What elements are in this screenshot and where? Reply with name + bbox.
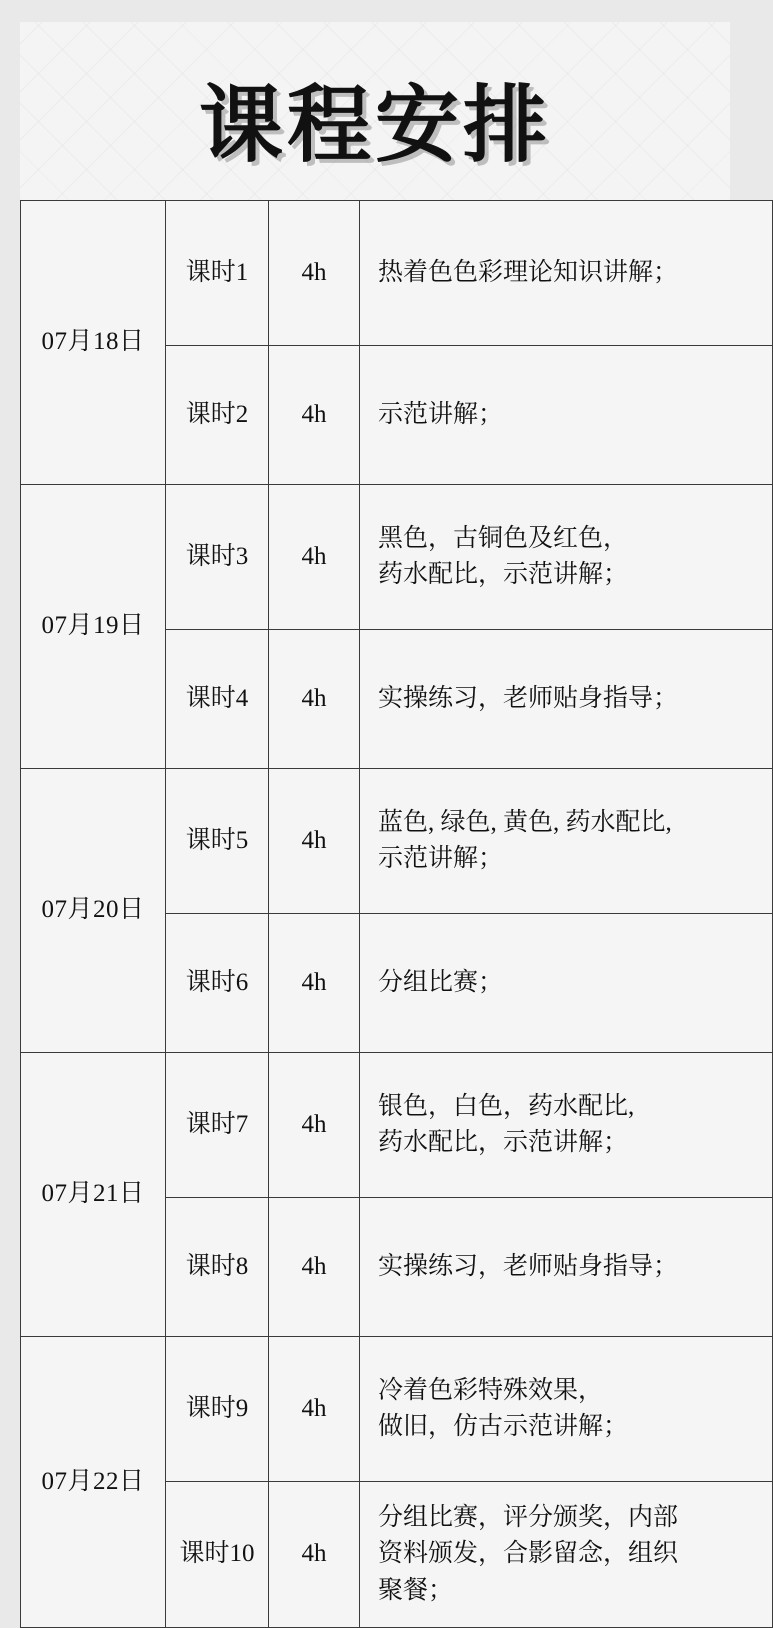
content-cell [360,346,773,485]
lesson-cell: 课时8 [166,1198,269,1337]
hours-cell: 4h [269,1337,360,1482]
header-banner [20,22,730,200]
content-line: 做旧，仿古示范讲解； [378,1413,629,1440]
hours-cell: 4h [269,630,360,769]
content-line: 分组比赛； [378,968,504,996]
lesson-cell: 课时5 [166,769,269,914]
hours-cell: 4h [269,1198,360,1337]
content-cell [360,1053,773,1198]
content-line: 冷着色彩特殊效果， [378,1376,604,1404]
schedule-table [20,200,773,1628]
lesson-cell: 课时9 [166,1337,269,1482]
content-line: 热着色色彩理论知识讲解； [378,258,679,286]
lesson-cell: 课时6 [166,914,269,1053]
content-cell [360,1482,773,1628]
table-row [21,201,773,346]
content-line: 示范讲解； [378,400,504,428]
schedule-card [20,22,730,1604]
page-title: 课程安排 [198,76,551,174]
date-cell: 07月19日 [21,485,166,769]
content-cell [360,1198,773,1337]
content-cell [360,769,773,914]
date-cell: 07月22日 [21,1337,166,1628]
table-row [21,485,773,630]
hours-cell: 4h [269,1482,360,1628]
hours-cell: 4h [269,346,360,485]
content-line: 示范讲解； [378,845,504,872]
lesson-cell: 课时2 [166,346,269,485]
lesson-cell: 课时7 [166,1053,269,1198]
content-cell [360,1337,773,1482]
lesson-cell: 课时1 [166,201,269,346]
lesson-cell: 课时3 [166,485,269,630]
content-line: 分组比赛，评分颁奖，内部 [378,1504,679,1531]
date-cell: 07月21日 [21,1053,166,1337]
table-row [21,769,773,914]
hours-cell: 4h [269,914,360,1053]
content-line: 实操练习，老师贴身指导； [378,684,679,712]
content-line: 黑色，古铜色及红色， [378,524,629,552]
content-line: 药水配比，示范讲解； [378,1129,629,1156]
content-cell [360,630,773,769]
content-line: 蓝色, 绿色, 黄色, 药水配比, [378,808,672,836]
lesson-cell: 课时4 [166,630,269,769]
content-cell [360,485,773,630]
content-line: 银色，白色，药水配比, [378,1092,635,1120]
schedule-table-body [21,201,773,1628]
date-cell: 07月20日 [21,769,166,1053]
content-line: 实操练习，老师贴身指导； [378,1252,679,1280]
hours-cell: 4h [269,1053,360,1198]
table-row [21,1053,773,1198]
hours-cell: 4h [269,769,360,914]
hours-cell: 4h [269,201,360,346]
date-cell: 07月18日 [21,201,166,485]
content-cell [360,914,773,1053]
content-line: 药水配比，示范讲解； [378,561,629,588]
hours-cell: 4h [269,485,360,630]
lesson-cell: 课时10 [166,1482,269,1628]
content-cell [360,201,773,346]
content-line: 聚餐； [378,1576,454,1604]
table-row [21,1337,773,1482]
content-line: 资料颁发，合影留念，组织 [378,1540,679,1568]
